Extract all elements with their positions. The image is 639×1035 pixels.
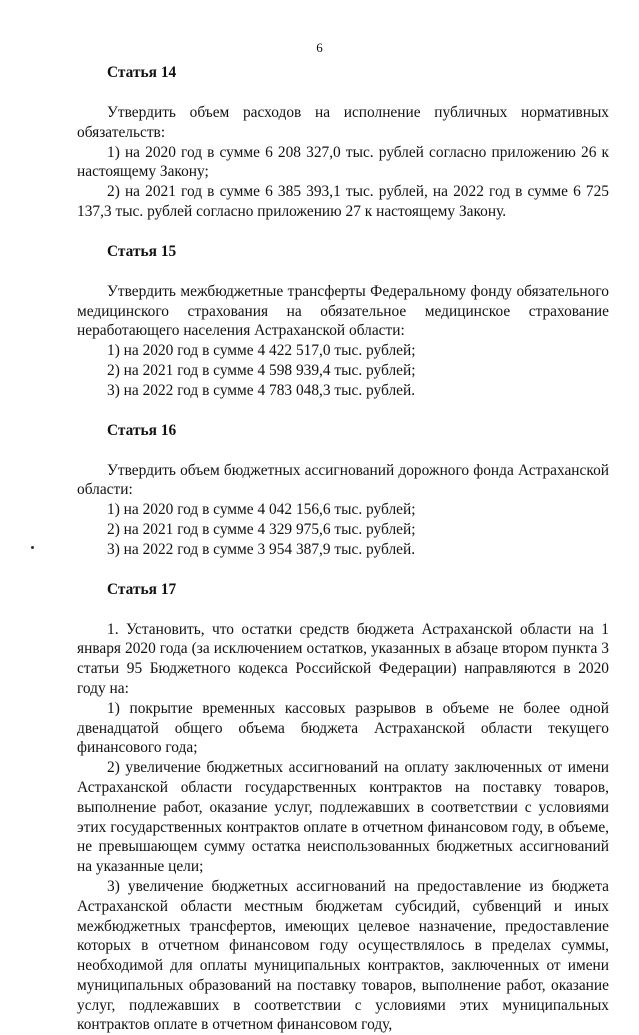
- article-17-item-3: 3) увеличение бюджетных ассигнований на предоставление из бюджета Астраханской области местным бюджетам субсидий, субвенций и иных межбюджетных трансфертов, имеющих целевое назначение, предоставление которых в отчетном финансовом году осуществлялось в пределах суммы, необходимой для оплаты муниципальных контрактов, заключенных от имени муниципальных образований на поставку товаров, выполнение работ, оказание услуг, подлежавших в соответствии с условиями этих муниципальных контрактов оплате в отчетном финансовом году,: [77, 877, 609, 1034]
- article-15-item-1: 1) на 2020 год в сумме 4 422 517,0 тыс. рублей;: [107, 342, 416, 360]
- article-17-heading: Статья 17: [107, 580, 177, 598]
- article-17-item-2: 2) увеличение бюджетных ассигнований на оплату заключенных от имени Астраханской области государственных контрактов на поставку товаров, выполнение работ, оказание услуг, подлежавших в соответствии с условиями этих государственных контрактов оплате в отчетном финансовом году, в объеме, не превышающем сумму остатка неиспользованных бюджетных ассигнований на указанные цели;: [77, 759, 609, 876]
- article-14-heading: Статья 14: [107, 64, 177, 81]
- document-body: [77, 63, 609, 1035]
- article-15-heading: Статья 15: [107, 242, 177, 260]
- page-number: 6: [316, 40, 323, 55]
- article-15-item-3: 3) на 2022 год в сумме 4 783 048,3 тыс. рублей.: [107, 381, 416, 399]
- article-16-heading: Статья 16: [107, 421, 177, 439]
- article-14-item-1: 1) на 2020 год в сумме 6 208 327,0 тыс. рублей согласно приложению 26 к настоящему Закону;: [77, 143, 609, 181]
- article-16-intro: Утвердить объем бюджетных ассигнований дорожного фонда Астраханской области:: [77, 461, 609, 499]
- article-17-item-1: 1) покрытие временных кассовых разрывов в объеме не более одной двенадцатой общего объема бюджета Астраханской области текущего финансового года;: [77, 699, 609, 757]
- article-15-item-2: 2) на 2021 год в сумме 4 598 939,4 тыс. рублей;: [107, 361, 416, 379]
- article-14-intro: Утвердить объем расходов на исполнение публичных нормативных обязательств:: [77, 104, 609, 141]
- article-17-intro: 1. Установить, что остатки средств бюджета Астраханской области на 1 января 2020 года (за исключением остатков, указанных в абзаце втором пункта 3 статьи 95 Бюджетного кодекса Российской Федерации) направляются в 2020 году на:: [77, 620, 609, 697]
- scan-speck: [31, 546, 34, 549]
- article-14-item-2: 2) на 2021 год в сумме 6 385 393,1 тыс. рублей, на 2022 год в сумме 6 725 137,3 тыс. рублей согласно приложению 27 к настоящему Закону.: [77, 183, 609, 220]
- article-16-item-1: 1) на 2020 год в сумме 4 042 156,6 тыс. рублей;: [107, 501, 416, 519]
- article-16-item-2: 2) на 2021 год в сумме 4 329 975,6 тыс. рублей;: [107, 520, 416, 538]
- article-16-item-3: 3) на 2022 год в сумме 3 954 387,9 тыс. рублей.: [107, 540, 416, 558]
- article-15-intro: Утвердить межбюджетные трансферты Федеральному фонду обязательного медицинского страхования на обязательное медицинское страхование неработающего населения Астраханской области:: [77, 282, 609, 340]
